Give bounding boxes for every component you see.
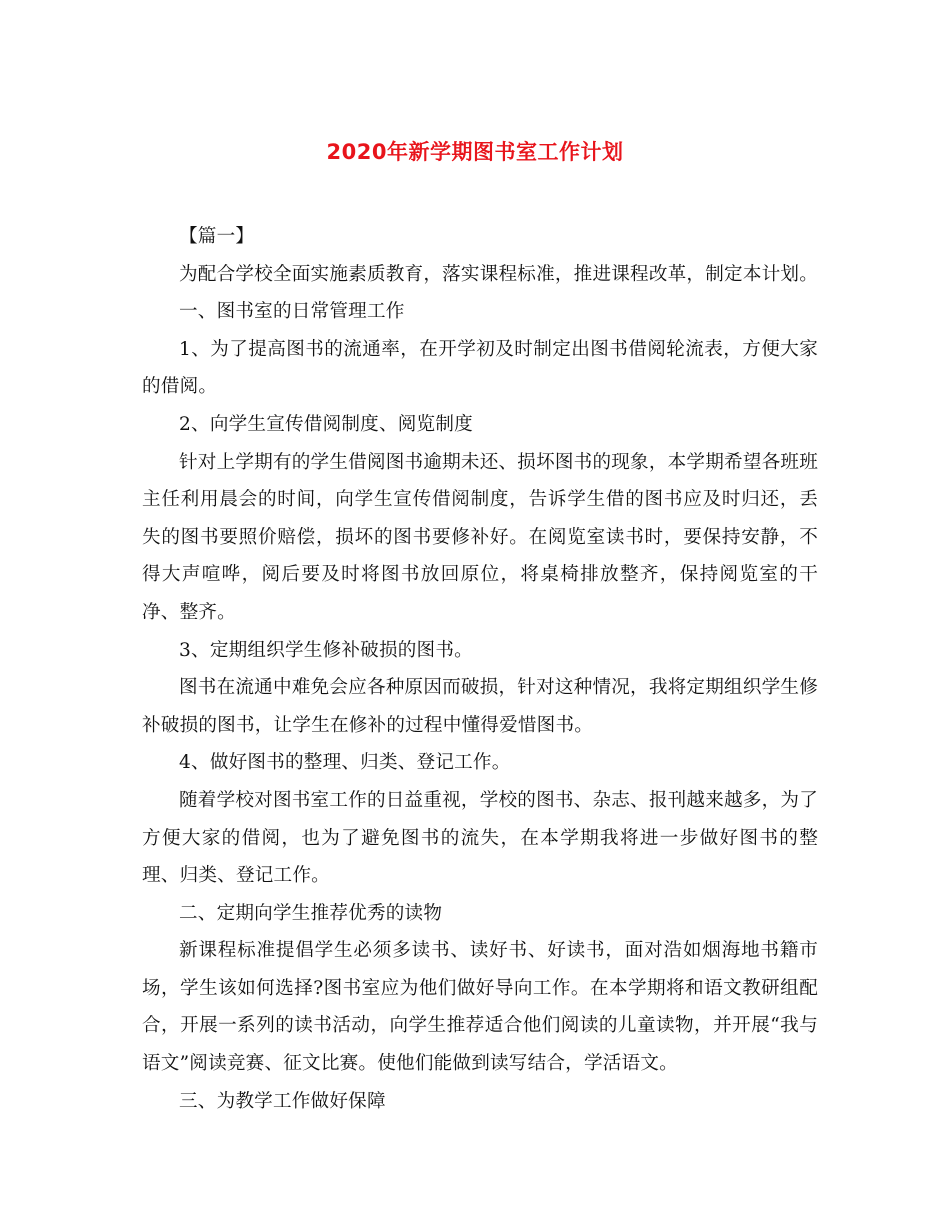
item-4-heading: 4、做好图书的整理、归类、登记工作。	[179, 752, 511, 774]
section-heading-part-one: 【篇一】	[179, 226, 255, 247]
item-1-paragraph: 1、为了提高图书的流通率，在开学初及时制定出图书借阅轮流表，方便大家的借阅。	[142, 338, 818, 398]
item-2-heading: 2、向学生宣传借阅制度、阅览制度	[179, 413, 473, 435]
section-heading-recommend-reading: 二、定期向学生推荐优秀的读物	[179, 902, 443, 924]
document-body	[142, 218, 818, 1120]
item-3-paragraph: 图书在流通中难免会应各种原因而破损，针对这种情况，我将定期组织学生修补破损的图书，让学生在修补的过程中懂得爱惜图书。	[142, 677, 818, 736]
item-3-heading: 3、定期组织学生修补破损的图书。	[179, 639, 473, 661]
document-title: 2020年新学期图书室工作计划	[326, 140, 624, 164]
intro-paragraph: 为配合学校全面实施素质教育，落实课程标准，推进课程改革，制定本计划。	[179, 263, 818, 285]
section-heading-teaching-support: 三、为教学工作做好保障	[179, 1090, 386, 1112]
recommend-reading-paragraph: 新课程标准提倡学生必须多读书、读好书、好读书，面对浩如烟海地书籍市场，学生该如何选择?图书室应为他们做好导向工作。在本学期将和语文教研组配合，开展一系列的读书活动，向学生推荐适合他们阅读的儿童读物，并开展“我与语文”阅读竞赛、征文比赛。使他们能做到读写结合，学活语文。	[142, 940, 818, 1075]
item-4-paragraph: 随着学校对图书室工作的日益重视，学校的图书、杂志、报刊越来越多，为了方便大家的借阅，也为了避免图书的流失，在本学期我将进一步做好图书的整理、归类、登记工作。	[142, 789, 818, 887]
section-heading-daily-management: 一、图书室的日常管理工作	[179, 301, 405, 323]
item-2-paragraph: 针对上学期有的学生借阅图书逾期未还、损坏图书的现象，本学期希望各班班主任利用晨会的时间，向学生宣传借阅制度，告诉学生借的图书应及时归还，丢失的图书要照价赔偿，损坏的图书要修补好。在阅览室读书时，要保持安静，不得大声喧哗，阅后要及时将图书放回原位，将桌椅排放整齐，保持阅览室的干净、整齐。	[142, 451, 818, 623]
